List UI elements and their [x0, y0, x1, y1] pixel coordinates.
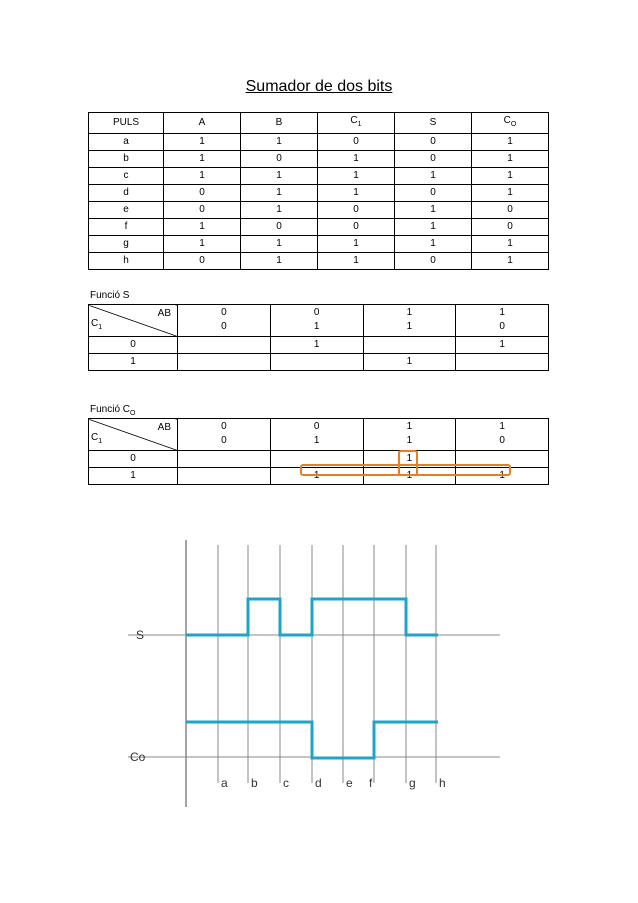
kmap-column-header: 0 1: [270, 305, 363, 337]
table-cell: 1: [241, 202, 318, 219]
timing-diagram: [128, 535, 508, 815]
table-cell: 1: [395, 168, 472, 185]
kmap-cell: [363, 337, 456, 354]
table-cell: 0: [318, 219, 395, 236]
kmap-row: [89, 354, 549, 371]
kmap-cell: 1: [363, 468, 456, 485]
table-cell: h: [89, 253, 164, 270]
table-row: [89, 151, 549, 168]
kmap-cell: [178, 468, 271, 485]
table-row: [89, 202, 549, 219]
table-cell: e: [89, 202, 164, 219]
truth-table-header-cell: $C_1$: [318, 113, 395, 134]
signal-label-s: S: [136, 628, 145, 642]
table-cell: 1: [318, 185, 395, 202]
table-cell: 0: [241, 219, 318, 236]
table-cell: 1: [472, 168, 549, 185]
truth-table: [88, 112, 549, 270]
waveform-co: [186, 722, 438, 758]
table-cell: 0: [318, 134, 395, 151]
kmap-row-header: 1: [89, 468, 178, 485]
tick-label: a: [221, 776, 228, 790]
table-cell: 1: [318, 151, 395, 168]
table-cell: 1: [318, 168, 395, 185]
table-cell: 1: [241, 134, 318, 151]
kmap-column-header: 0 0: [178, 419, 271, 451]
table-cell: 0: [164, 185, 241, 202]
signal-label-co: Co: [130, 750, 146, 764]
truth-table-header-cell: S: [395, 113, 472, 134]
table-cell: 1: [472, 134, 549, 151]
table-cell: 1: [241, 253, 318, 270]
tick-label: b: [251, 776, 258, 790]
table-cell: 1: [472, 151, 549, 168]
table-cell: 1: [318, 236, 395, 253]
tick-label: g: [409, 776, 416, 790]
tick-label: e: [346, 776, 353, 790]
table-cell: 0: [472, 219, 549, 236]
table-cell: 0: [164, 253, 241, 270]
kmap-column-header: 1 1: [363, 419, 456, 451]
kmap-cell: 1: [270, 337, 363, 354]
kmap-column-header: 1 0: [456, 305, 549, 337]
kmap-cell: 1: [456, 468, 549, 485]
kmap-s-label: Funció S: [90, 290, 130, 301]
table-cell: f: [89, 219, 164, 236]
table-cell: 1: [395, 236, 472, 253]
kmap-cell: [270, 354, 363, 371]
table-cell: 1: [164, 236, 241, 253]
table-cell: 0: [395, 134, 472, 151]
table-cell: 0: [241, 151, 318, 168]
kmap-row-header: 0: [89, 451, 178, 468]
kmap-row-header: 0: [89, 337, 178, 354]
kmap-corner: AB $C_1$: [89, 305, 178, 337]
kmap-cell: [178, 354, 271, 371]
table-row: [89, 253, 549, 270]
kmap-co-label: Funció $C_O$: [90, 404, 136, 417]
table-row: [89, 185, 549, 202]
kmap-cell: 1: [363, 354, 456, 371]
table-cell: d: [89, 185, 164, 202]
table-row: [89, 219, 549, 236]
table-cell: 1: [241, 185, 318, 202]
table-cell: a: [89, 134, 164, 151]
kmap-cell: 1: [270, 468, 363, 485]
kmap-cell: 1: [456, 337, 549, 354]
tick-label: f: [369, 776, 373, 790]
table-cell: b: [89, 151, 164, 168]
tick-label: d: [315, 776, 322, 790]
kmap-s: [88, 304, 549, 371]
kmap-cell: 1: [363, 451, 456, 468]
kmap-cell: [178, 337, 271, 354]
table-cell: 1: [395, 219, 472, 236]
table-cell: 0: [395, 151, 472, 168]
table-row: [89, 236, 549, 253]
table-cell: 1: [241, 236, 318, 253]
table-row: [89, 134, 549, 151]
table-cell: 1: [164, 219, 241, 236]
co-group-horizontal: [300, 464, 511, 476]
kmap-column-header: 1 1: [363, 305, 456, 337]
kmap-cell: [456, 354, 549, 371]
table-cell: 1: [164, 134, 241, 151]
table-cell: 0: [395, 185, 472, 202]
kmap-cell: [178, 451, 271, 468]
kmap-column-header: 1 0: [456, 419, 549, 451]
kmap-corner: AB $C_1$: [89, 419, 178, 451]
table-cell: 1: [472, 236, 549, 253]
kmap-row: [89, 337, 549, 354]
table-cell: 0: [318, 202, 395, 219]
table-cell: 1: [164, 168, 241, 185]
truth-table-header: [89, 113, 549, 134]
truth-table-header-cell: A: [164, 113, 241, 134]
truth-table-header-cell: B: [241, 113, 318, 134]
truth-table-header-cell: $C_O$: [472, 113, 549, 134]
tick-label: c: [283, 776, 289, 790]
table-cell: 1: [241, 168, 318, 185]
kmap-column-header: 0 1: [270, 419, 363, 451]
kmap-column-header: 0 0: [178, 305, 271, 337]
table-cell: g: [89, 236, 164, 253]
table-cell: 0: [472, 202, 549, 219]
tick-label: h: [439, 776, 446, 790]
table-cell: 1: [164, 151, 241, 168]
page-title: Sumador de dos bits: [245, 78, 393, 95]
table-cell: 0: [164, 202, 241, 219]
table-cell: c: [89, 168, 164, 185]
kmap-row-header: 1: [89, 354, 178, 371]
table-cell: 1: [395, 202, 472, 219]
truth-table-header-cell: PULS: [89, 113, 164, 134]
table-cell: 1: [318, 253, 395, 270]
table-cell: 1: [472, 185, 549, 202]
table-row: [89, 168, 549, 185]
waveform-s: [186, 599, 438, 635]
table-cell: 1: [472, 253, 549, 270]
table-cell: 0: [395, 253, 472, 270]
